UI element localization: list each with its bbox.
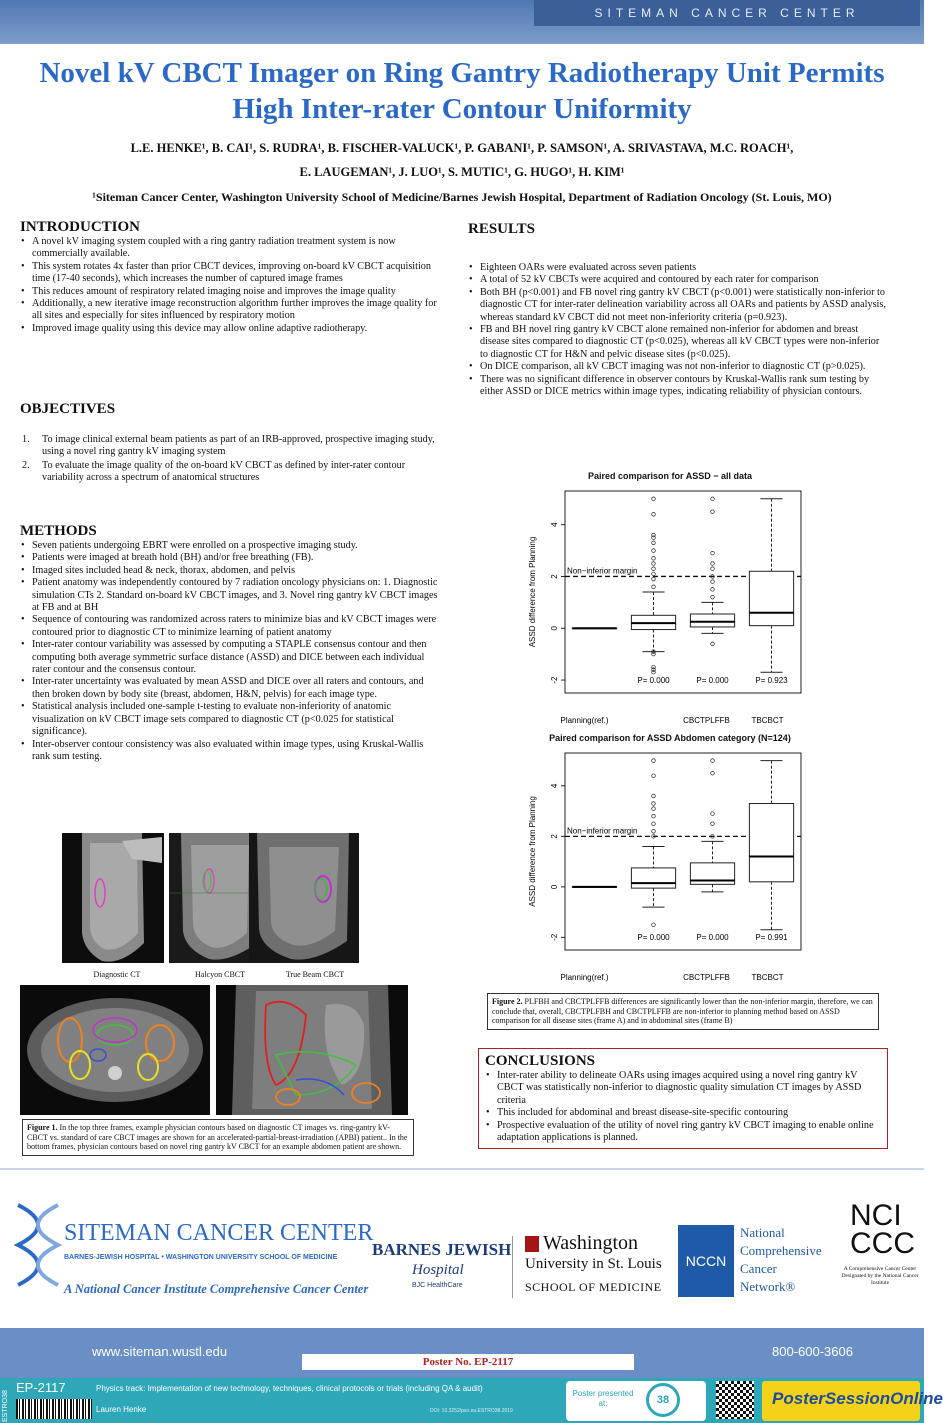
siteman-logo-sub: BARNES-JEWISH HOSPITAL • WASHINGTON UNIVERSITY SCHOOL OF MEDICINE	[64, 1254, 338, 1261]
outlier-point	[652, 652, 656, 656]
side-code: ESTRO38	[2, 1390, 9, 1422]
introduction-heading: INTRODUCTION	[20, 219, 141, 235]
nci-logo-desc: A Comprehensive Cancer Center Designated by the National Cancer Institute	[841, 1266, 919, 1286]
figure2-caption-label: Figure 2.	[492, 997, 523, 1006]
y-tick-label: 0	[550, 884, 559, 890]
chart-a-title: Paired comparison for ASSD − all data	[588, 471, 752, 481]
outlier-point	[652, 562, 656, 566]
conclusions-item: • Inter-rater ability to delineate OARs using images acquired using a novel ring gantry kV CBCT was statistically non-inferior to diagnostic quality simulation CT images by ASSD criteria	[485, 1070, 881, 1107]
barcode-icon	[16, 1399, 92, 1419]
p-value-label: P= 0.000	[637, 676, 670, 685]
p-value-label: P= 0.991	[755, 933, 788, 942]
methods-heading: METHODS	[20, 523, 97, 539]
figure2-caption-text: PLFBH and CBCTPLFFB differences are significantly lower than the non-inferior margin, therefore, we can conclude that, overall, CBCTPLFBH and CBCTPLFFB are non-inferior to planning method based on ASSD comparison for all disease sites (frame A) and in abdominal sites (frame B)	[492, 997, 873, 1026]
methods-item: • Sequence of contouring was randomized across raters to minimize bias and kV CBCT images were contoured prior to diagnostic CT to minimize learning of patient anatomy	[20, 614, 438, 639]
y-tick-label: 2	[550, 834, 559, 839]
outlier-point	[652, 557, 656, 561]
methods-item: • Inter-rater contour variability was assessed by computing a STAPLE consensus contour and then computing both average symmetric surface distance (ASSD) and DICE between each individual rater contour and the consensus contour.	[20, 639, 438, 676]
outlier-point	[711, 588, 715, 592]
outlier-point	[652, 822, 656, 826]
objectives-heading: OBJECTIVES	[20, 401, 116, 417]
methods-item: • Statistical analysis included one-sample t-testing to evaluate non-inferiority of anatomic visualization on kV CBCT image sets compared to diagnostic CT (p<0.025 for statistical significance).	[20, 701, 438, 738]
outlier-point	[652, 549, 656, 553]
chart-b-boxplot	[525, 745, 815, 990]
conclusions-section	[478, 1048, 888, 1149]
authors-line-1: L.E. HENKE¹, B. CAI¹, S. RUDRA¹, B. FISCHER-VALUCK¹, P. GABANI¹, P. SAMSON¹, A. SRIVASTAVA, M.C. ROACH¹,	[130, 141, 794, 155]
outlier-point	[652, 572, 656, 576]
siteman-logo-tagline: A National Cancer Institute Comprehensive Cancer Center	[64, 1282, 369, 1296]
outlier-point	[711, 595, 715, 599]
diagnostic-ct-image	[62, 833, 164, 963]
conclusions-item: • This included for abdominal and breast disease-site-specific contouring	[485, 1107, 881, 1119]
top-banner	[0, 0, 924, 44]
chart-b-title: Paired comparison for ASSD Abdomen category (N=124)	[549, 733, 791, 743]
y-axis-label: ASSD difference from Planning	[528, 796, 537, 907]
outlier-point	[711, 812, 715, 816]
conclusions-list	[485, 1070, 881, 1144]
poster-code: EP-2117	[16, 1380, 66, 1395]
truebeam-cbct-image	[249, 833, 359, 963]
methods-item: • Patient anatomy was independently contoured by 7 radiation oncology physicians on: 1. Diagnostic simulation CTs 2. Standard on-board kV CBCT images, and 3. Novel ring gantry kV CBCT images at FB and at BH	[20, 577, 438, 614]
objective-item: 2. To evaluate the image quality of the on-board kV CBCT as defined by inter-rater contour variability across a spectrum of anatomical structures	[22, 459, 406, 484]
methods-item: • Inter-observer contour consistency was also evaluated within image types, using Kruskal-Wallis rank sum testing.	[20, 739, 438, 764]
figure2-caption	[487, 993, 879, 1030]
x-tick-label: CBCTPLFFB	[683, 716, 730, 725]
label-halcyon-cbct: Halcyon CBCT	[195, 970, 245, 979]
doi-text: DOI: 10.3252/pso.eu.ESTRO38.2019	[430, 1408, 513, 1414]
outlier-point	[711, 759, 715, 763]
y-tick-label: 4	[550, 783, 559, 789]
figure1-caption-text: In the top three frames, example physician contours based on diagnostic CT images vs. ring-gantry kV- CBCT vs. standard of care CBCT images are shown for an accelerated-partial-breast-irradiation (APBI) patient.. In the bottom frames, physician contours based on novel ring gantry kV CBCT for an example abdomen patient are shown.	[27, 1123, 408, 1152]
introduction-item: • Additionally, a new iterative image reconstruction algorithm further improves the image quality for all sites and especially for sites influenced by respiratory motion	[20, 298, 438, 323]
methods-item: • Imaged sites included head & neck, thorax, abdomen, and pelvis	[20, 565, 438, 577]
y-tick-label: 4	[550, 522, 559, 527]
box	[631, 868, 675, 888]
chart-a-boxplot	[525, 483, 815, 733]
p-value-label: P= 0.000	[696, 933, 729, 942]
conclusions-heading: CONCLUSIONS	[485, 1053, 596, 1069]
outlier-point	[652, 814, 656, 818]
outlier-point	[652, 759, 656, 763]
presented-at-text: Poster presented at:	[572, 1389, 634, 1408]
nccn-name-line-1: National	[740, 1225, 785, 1240]
x-tick-label: Planning(ref.)	[560, 716, 609, 725]
phone-number: 800-600-3606	[772, 1344, 853, 1359]
barnes-logo-name: BARNES JEWISH	[372, 1240, 512, 1259]
results-item: • On DICE comparison, all kV CBCT imaging was not non-inferior to diagnostic CT (p>0.025).	[468, 361, 888, 373]
figure1-caption-label: Figure 1.	[27, 1123, 58, 1132]
outlier-point	[711, 510, 715, 514]
presented-at-box	[566, 1381, 706, 1421]
authors	[10, 136, 914, 184]
presenter-name: Lauren Henke	[96, 1405, 147, 1414]
x-tick-label: TBCBCT	[751, 973, 784, 982]
p-value-label: P= 0.000	[637, 933, 670, 942]
non-inferior-margin-label: Non−inferior margin	[567, 826, 638, 836]
objectives-list	[20, 434, 438, 485]
p-value-label: P= 0.000	[696, 676, 729, 685]
y-tick-label: 0	[550, 626, 559, 631]
outlier-point	[652, 923, 656, 927]
title-line-2: High Inter-rater Contour Uniformity	[232, 93, 692, 125]
methods-item: • Inter-rater uncertainty was evaluated by mean ASSD and DICE over all raters and contours, and then broken down by body site (breast, abdomen, H&N, pelvis) for each image type.	[20, 676, 438, 701]
introduction-item: • This reduces amount of respiratory related imaging noise and improves the image quality	[20, 286, 438, 298]
introduction-item: • Improved image quality using this device may allow online adaptive radiotherapy.	[20, 323, 438, 335]
nccn-name-line-4: Network®	[740, 1279, 796, 1294]
y-tick-label: 2	[550, 574, 559, 579]
outlier-point	[652, 533, 656, 537]
siteman-dna-icon	[8, 1200, 68, 1290]
title-line-1: Novel kV CBCT Imager on Ring Gantry Radiotherapy Unit Permits	[39, 57, 885, 89]
outlier-point	[652, 807, 656, 811]
outlier-point	[652, 585, 656, 589]
results-item: • There was no significant difference in observer contours by Kruskal-Wallis rank sum testing by either ASSD or DICE metrics within image types, indicating reliability of physician contours.	[468, 374, 888, 399]
qr-code-icon[interactable]	[716, 1381, 754, 1419]
nccn-name-line-3: Cancer	[740, 1261, 777, 1276]
outlier-point	[711, 580, 715, 584]
track-text: Physics track: Implementation of new technology, techniques, clinical protocols or trials (including QA & audit)	[96, 1384, 483, 1393]
washu-logo-school: SCHOOL OF MEDICINE	[525, 1280, 662, 1294]
methods-item: • Seven patients undergoing EBRT were enrolled on a prospective imaging study.	[20, 540, 438, 552]
outlier-point	[711, 642, 715, 646]
siteman-logo-name: SITEMAN CANCER CENTER	[64, 1220, 374, 1246]
introduction-item: • A novel kV imaging system coupled with a ring gantry radiation treatment system is now commercially available.	[20, 236, 438, 261]
abdomen-axial-image	[20, 985, 210, 1115]
barnes-logo-bjc: BJC HealthCare	[412, 1282, 463, 1289]
label-diagnostic-ct: Diagnostic CT	[93, 970, 141, 979]
results-list	[468, 262, 888, 398]
outlier-point	[652, 567, 656, 571]
methods-section	[20, 523, 438, 763]
objectives-section	[20, 401, 438, 486]
outlier-point	[652, 497, 656, 501]
outlier-point	[711, 822, 715, 826]
estro-badge-icon: 38	[646, 1383, 680, 1417]
outlier-point	[711, 497, 715, 501]
x-tick-label: Planning(ref.)	[560, 973, 609, 982]
outlier-point	[652, 513, 656, 517]
poster-number: Poster No. EP-2117	[302, 1354, 634, 1370]
divider	[0, 1168, 924, 1170]
nci-logo-abbr2: CCC	[850, 1227, 915, 1260]
logo-divider	[512, 1236, 513, 1298]
results-item: • Eighteen OARs were evaluated across seven patients	[468, 262, 888, 274]
org-banner-text: SITEMAN CANCER CENTER	[534, 0, 920, 26]
non-inferior-margin-label: Non−inferior margin	[567, 566, 638, 576]
y-axis-label: ASSD difference from Planning	[528, 536, 537, 648]
box	[749, 804, 793, 882]
outlier-point	[652, 577, 656, 581]
y-tick-label: -2	[550, 933, 559, 941]
x-tick-label: TBCBCT	[751, 716, 784, 725]
barnes-logo-sub: Hospital	[412, 1262, 464, 1278]
outlier-point	[652, 670, 656, 674]
y-tick-label: -2	[550, 676, 559, 684]
objective-number: 1.	[22, 434, 30, 445]
nccn-logo-abbr: NCCN	[678, 1225, 734, 1297]
authors-line-2: E. LAUGEMAN¹, J. LUO¹, S. MUTIC¹, G. HUGO¹, H. KIM¹	[299, 165, 625, 179]
results-item: • Both BH (p<0.001) and FB novel ring gantry kV CBCT (p<0.001) were statistically non-inferior to diagnostic CT for inter-rater delineation variability across all OARs and patients by ASSD analysis, whereas standard kV CBCT did not meet non-inferiority criteria (p=0.923).	[468, 287, 888, 324]
results-item: • A total of 52 kV CBCTs were acquired and contoured by each rater for comparison	[468, 274, 888, 286]
nccn-name-line-2: Comprehensive	[740, 1243, 822, 1258]
introduction-item: • This system rotates 4x faster than prior CBCT devices, improving on-board kV CBCT acquisition time (17-40 seconds), which increases the number of captured image frames	[20, 261, 438, 286]
methods-list	[20, 540, 438, 763]
p-value-label: P= 0.923	[755, 676, 788, 685]
outlier-point	[652, 794, 656, 798]
outlier-point	[711, 562, 715, 566]
introduction-list	[20, 236, 438, 335]
postersessiononline-text: PosterSessionOnline	[772, 1389, 943, 1408]
methods-item: • Patients were imaged at breath hold (BH) and/or free breathing (FB).	[20, 552, 438, 564]
logo-strip	[0, 1192, 924, 1322]
results-item: • FB and BH novel ring gantry kV CBCT alone remained non-inferior for abdomen and breast disease sites compared to diagnostic CT (p<0.025), whereas all kV CBCT types were non-inferior to diagnostic CT for H&N and pelvic disease sites (p<0.025).	[468, 324, 888, 361]
x-tick-label: CBCTPLFFB	[683, 973, 730, 982]
outlier-point	[652, 829, 656, 833]
conclusions-item: • Prospective evaluation of the utility of novel ring gantry kV CBCT imaging to enable online adaptation applications is planned.	[485, 1120, 881, 1145]
box	[690, 614, 734, 627]
website-link[interactable]: www.siteman.wustl.edu	[92, 1344, 228, 1359]
objective-number: 2.	[22, 459, 30, 471]
label-truebeam-cbct: True Beam CBCT	[285, 970, 345, 979]
postersessiononline-logo[interactable]	[762, 1381, 943, 1421]
objective-item: 1. To image clinical external beam patients as part of an IRB-approved, prospective imaging study, using a novel ring gantry kV imaging system	[22, 434, 435, 458]
outlier-point	[711, 567, 715, 571]
outlier-point	[652, 774, 656, 778]
nci-logo-abbr1: NCI	[850, 1199, 902, 1232]
washu-logo-sub: University in St. Louis	[525, 1256, 662, 1272]
affiliation: ¹Siteman Cancer Center, Washington University School of Medicine/Barnes Jewish Hospital, Department of Radiation Oncology (St. Louis, MO)	[92, 190, 832, 204]
nccn-logo-name	[740, 1224, 822, 1296]
results-heading: RESULTS	[468, 221, 535, 237]
figure1-caption	[22, 1119, 414, 1156]
outlier-point	[652, 541, 656, 545]
outlier-point	[711, 771, 715, 775]
abdomen-coronal-image	[216, 985, 408, 1115]
washu-logo-name: Washington	[543, 1232, 639, 1254]
box	[749, 571, 793, 625]
results-section	[468, 221, 888, 398]
introduction-section	[20, 219, 438, 335]
washu-shield-icon	[525, 1236, 539, 1252]
outlier-point	[652, 802, 656, 806]
poster-title	[10, 55, 914, 127]
outlier-point	[711, 551, 715, 555]
